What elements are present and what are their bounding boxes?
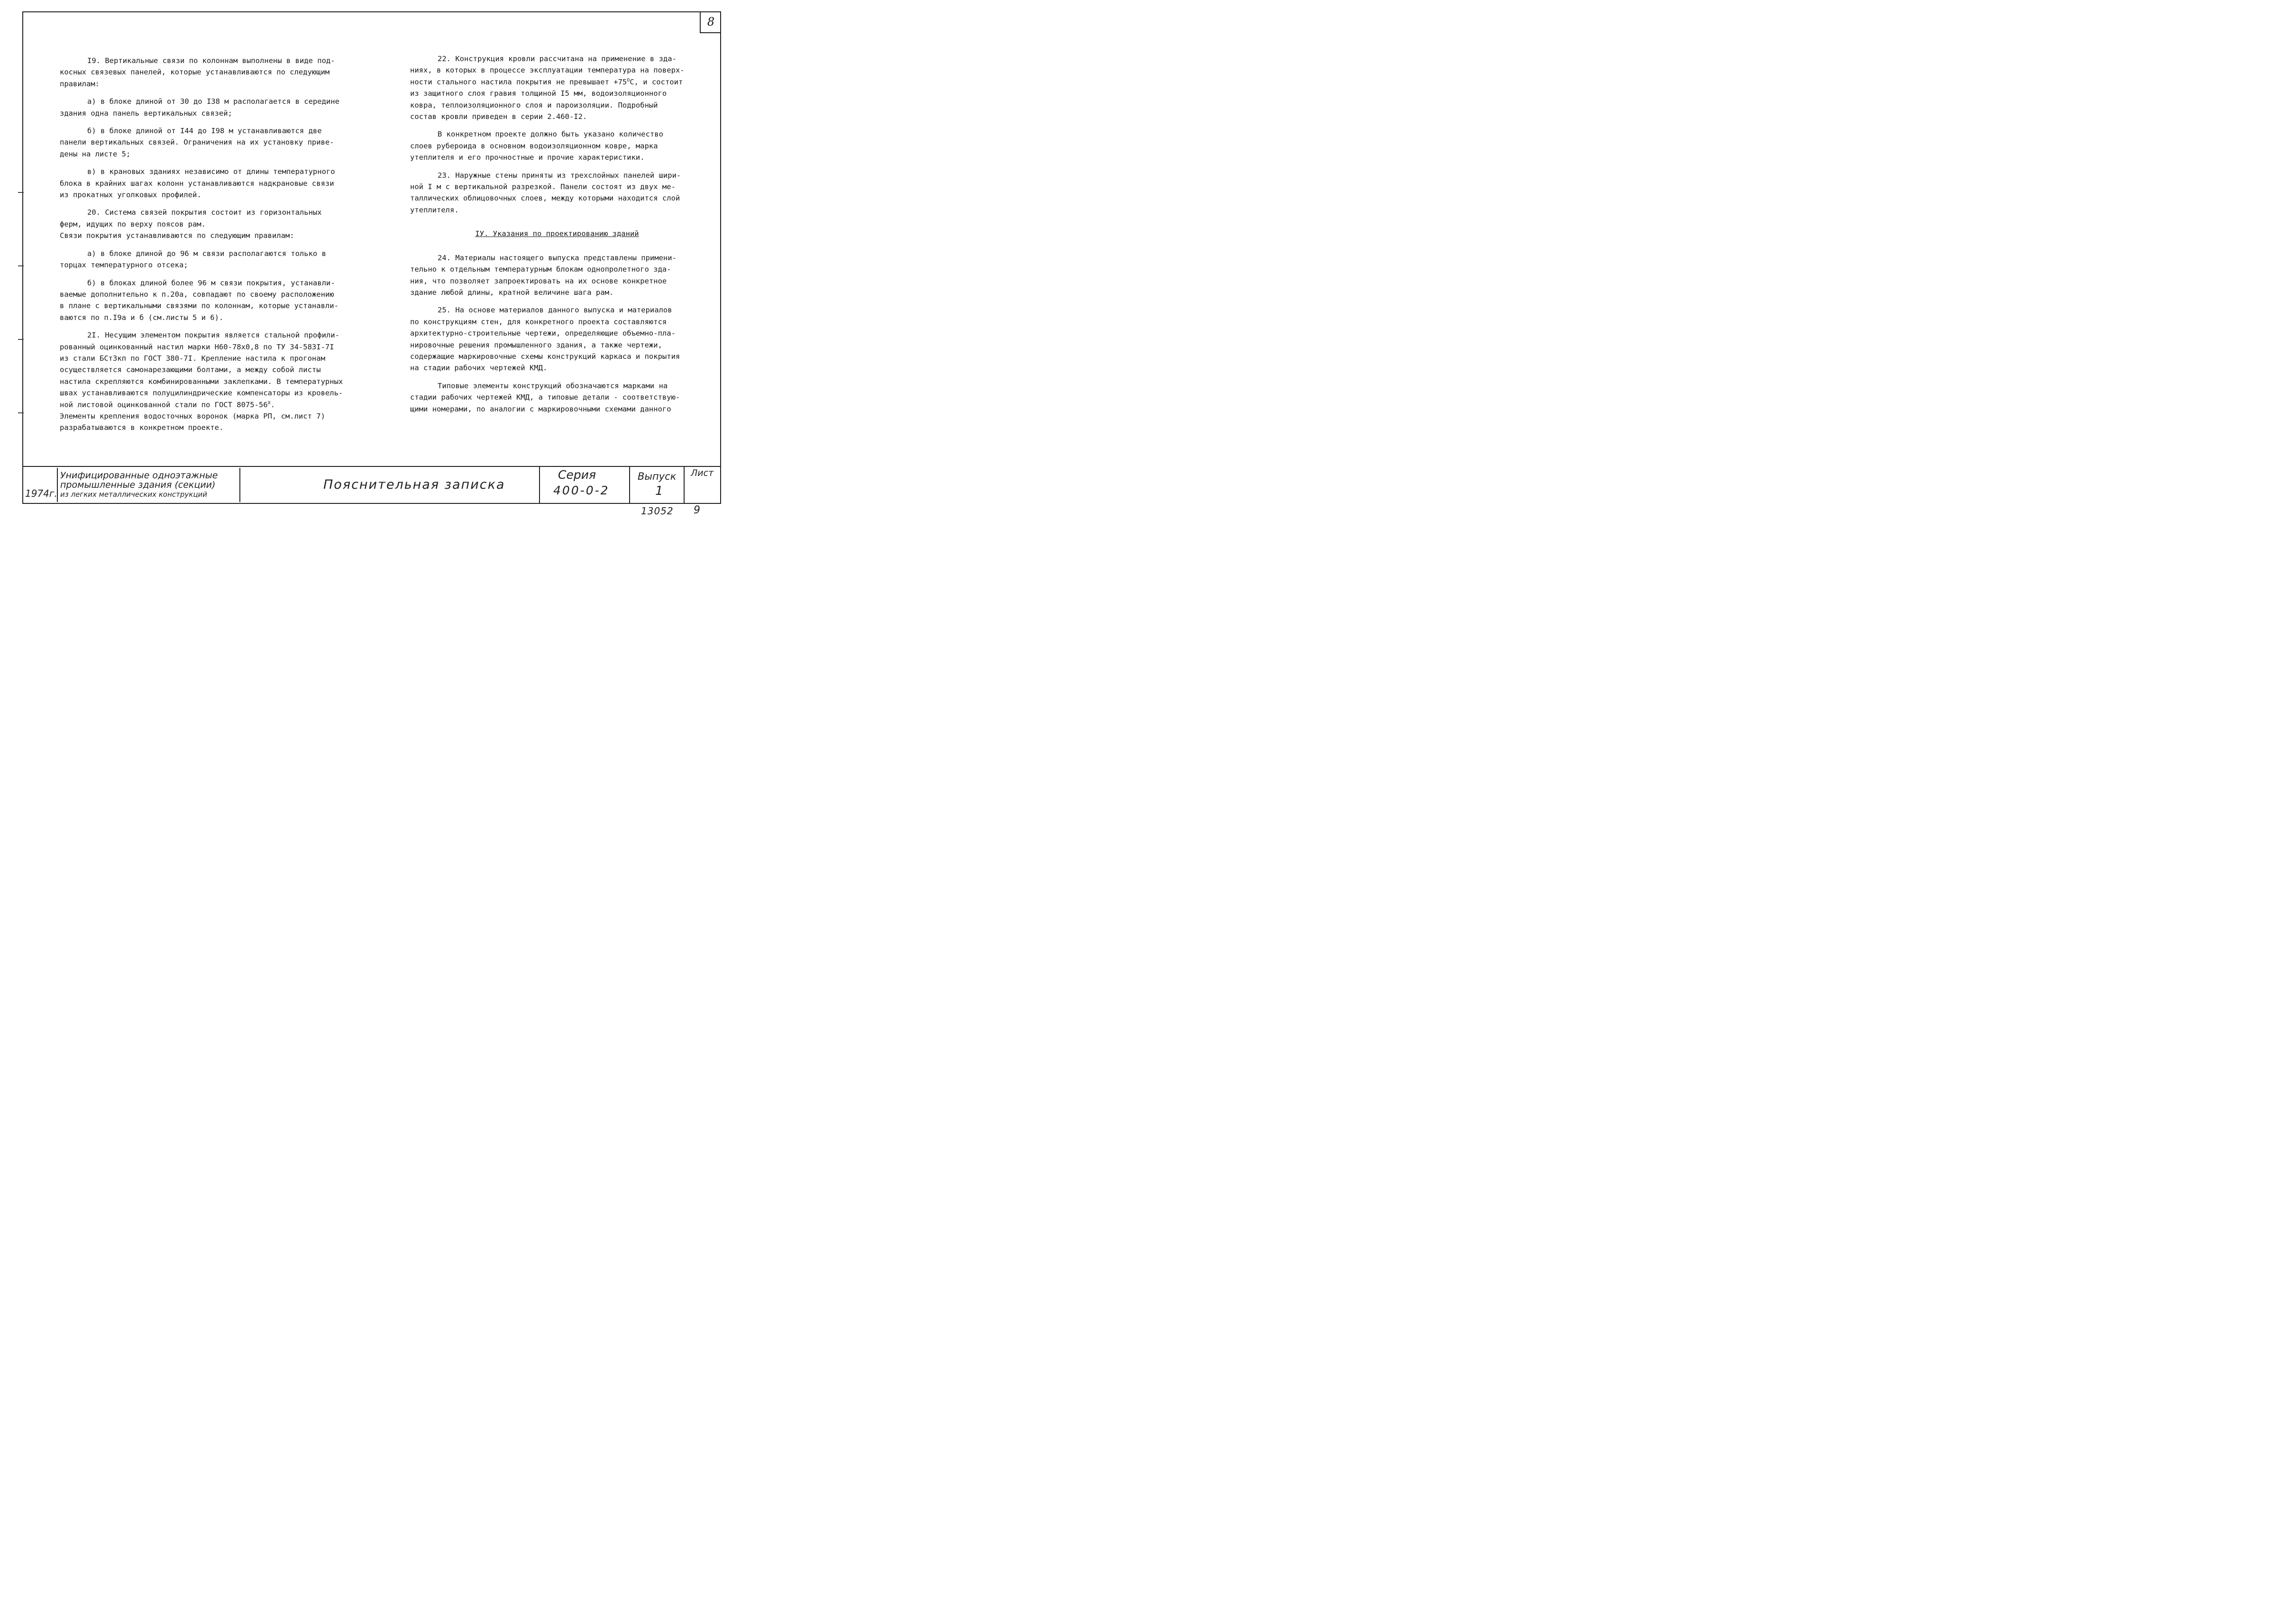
line-text: 24. Материалы настоящего выпуска представлены примени- <box>438 253 677 262</box>
text-line <box>60 78 373 90</box>
line-text: ковра, теплоизоляционного слоя и пароизоляции. Подробный <box>410 100 658 109</box>
superscript: О <box>627 77 630 83</box>
line-text: содержащие маркировочные схемы конструкций каркаса и покрытия <box>410 352 680 361</box>
line-text: на стадии рабочих чертежей КМД. <box>410 364 548 373</box>
line-text: Типовые элементы конструкций обозначаются марками на <box>438 381 668 390</box>
text-line <box>60 125 373 137</box>
year: 1974г. <box>25 488 57 499</box>
text-line <box>410 328 704 339</box>
text-line <box>60 230 373 241</box>
margin-tick <box>18 265 24 266</box>
paragraph-spacer <box>60 271 373 277</box>
issue-label: Выпуск <box>638 471 677 482</box>
text-line <box>410 88 704 99</box>
line-text: б) в блоке длиной от I44 до I98 м устанавливаются две <box>87 127 322 136</box>
line-text: из стали БСт3кп по ГОСТ 380-7I. Крепление настила к прогонам <box>60 354 325 363</box>
text-line <box>60 96 373 107</box>
text-line <box>60 148 373 160</box>
line-text: тельно к отдельным температурным блокам однопролетного зда- <box>410 265 671 274</box>
paragraph-spacer <box>410 240 704 246</box>
line-text: Связи покрытия устанавливаются по следующим правилам: <box>60 231 294 240</box>
text-line <box>410 76 704 88</box>
series-title <box>60 471 218 499</box>
text-line <box>60 422 373 433</box>
section-heading <box>410 228 704 239</box>
line-text: настила скрепляются комбинированными заклепками. В температурных <box>60 377 343 386</box>
text-line <box>410 380 704 392</box>
text-line <box>60 376 373 387</box>
text-line <box>60 55 373 66</box>
margin-tick <box>18 192 24 193</box>
series-title-line: Унифицированные одноэтажные <box>60 470 218 481</box>
text-line <box>60 207 373 218</box>
paragraph-spacer <box>60 160 373 166</box>
paragraph-spacer <box>60 90 373 96</box>
line-text: ниях, в которых в процессе эксплуатации температура на поверх- <box>410 66 685 75</box>
line-text: а) в блоке длиной до 96 м связи располагаются только в <box>87 249 326 258</box>
text-line <box>410 128 704 140</box>
line-text: в) в крановых зданиях независимо от длины температурного <box>87 167 335 176</box>
text-line <box>60 353 373 364</box>
line-text: дены на листе 5; <box>60 149 131 158</box>
line-text: ваются по п.I9а и б (см.листы 5 и 6). <box>60 313 224 322</box>
line-text: ной I м с вертикальной разрезкой. Панели состоят из двух ме- <box>410 182 676 192</box>
text-line <box>410 362 704 374</box>
title-block <box>22 466 721 504</box>
text-line <box>410 181 704 192</box>
sheet-number: 8 <box>707 15 715 28</box>
text-line <box>410 392 704 403</box>
paragraph-spacer <box>60 242 373 248</box>
text-line <box>410 152 704 163</box>
line-text: ваемые дополнительно к п.20а, совпадают по своему расположению <box>60 290 334 299</box>
text-line <box>410 403 704 415</box>
text-line <box>60 411 373 422</box>
paragraph-spacer <box>60 323 373 329</box>
line-text: ния, что позволяет запроектировать на их основе конкретное <box>410 276 667 285</box>
paragraph-spacer <box>410 246 704 252</box>
line-text: стадии рабочих чертежей КМД, а типовые детали - соответствую- <box>410 393 680 402</box>
line-text: здание любой длины, кратной величине шага рам. <box>410 288 614 297</box>
text-line <box>60 248 373 259</box>
line-text: из прокатных уголковых профилей. <box>60 191 201 200</box>
line-text: таллических облицовочных слоев, между которыми находится слой <box>410 194 680 203</box>
text-line <box>60 312 373 323</box>
line-tail: . <box>270 400 275 409</box>
line-text: 22. Конструкция кровли рассчитана на применение в зда- <box>438 55 677 63</box>
line-text: утеплителя. <box>410 205 459 214</box>
text-line <box>410 140 704 152</box>
text-line <box>60 166 373 177</box>
line-text: ферм, идущих по верху поясов рам. <box>60 219 206 228</box>
text-line <box>410 111 704 122</box>
line-text: архитектурно-строительные чертежи, определяющие объемно-пла- <box>410 329 676 338</box>
line-text: по конструкциям стен, для конкретного проекта составляются <box>410 317 667 326</box>
line-text: 23. Наружные стены приняты из трехслойных панелей шири- <box>438 171 681 180</box>
text-line <box>60 66 373 78</box>
sheet-number-box <box>700 11 721 33</box>
line-text: нировочные решения промышленного здания, а также чертежи, <box>410 340 662 349</box>
paragraph-spacer <box>410 298 704 304</box>
text-line <box>60 329 373 341</box>
page-number: 9 <box>694 504 700 516</box>
text-line <box>410 252 704 264</box>
line-tail: С, и состоит <box>630 77 683 86</box>
text-line <box>410 64 704 76</box>
text-line <box>60 300 373 311</box>
line-text: состав кровли приведен в серии 2.460-I2. <box>410 112 587 121</box>
line-text: утеплителя и его прочностные и прочие характеристики. <box>410 153 645 162</box>
superscript: Х <box>267 400 271 406</box>
line-text: рованный оцинкованный настил марки Н60-78х0,8 по ТУ 34-583I-7I <box>60 342 334 351</box>
text-line <box>410 100 704 111</box>
paragraph-spacer <box>60 119 373 125</box>
line-text: осуществляется самонарезающими болтами, а между собой листы <box>60 365 321 374</box>
paragraph-spacer <box>410 222 704 228</box>
text-line <box>410 304 704 316</box>
line-text: панели вертикальных связей. Ограничения на их установку приве- <box>60 138 334 147</box>
line-text: торцах температурного отсека; <box>60 261 188 270</box>
paragraph-spacer <box>410 216 704 222</box>
margin-tick <box>18 412 24 413</box>
sheet-label: Лист <box>691 468 714 478</box>
line-text: щими номерами, по аналогии с маркировочными схемами данного <box>410 404 671 413</box>
line-text: Элементы крепления водосточных воронок (марка РП, см.лист 7) <box>60 411 325 420</box>
text-line <box>410 275 704 287</box>
text-line <box>410 287 704 298</box>
line-text: В конкретном проекте должно быть указано количество <box>438 130 663 139</box>
text-line <box>60 137 373 148</box>
text-line <box>410 316 704 328</box>
text-line <box>60 108 373 119</box>
line-text: IУ. Указания по проектированию зданий <box>475 229 639 238</box>
line-text: в плане с вертикальными связями по колоннам, которые устанавли- <box>60 301 338 310</box>
line-text: б) в блоках длиной более 96 м связи покрытия, устанавли- <box>87 278 335 287</box>
left-text-column <box>60 55 373 434</box>
issue-value: 1 <box>655 484 663 498</box>
text-line <box>410 339 704 351</box>
paragraph-spacer <box>410 122 704 128</box>
text-line <box>410 264 704 275</box>
line-text: из защитного слоя гравия толщиной I5 мм, водоизоляционного <box>410 89 667 98</box>
line-text: блока в крайних шагах колонн устанавливаются надкрановые связи <box>60 179 334 188</box>
line-text: 20. Система связей покрытия состоит из горизонтальных <box>87 208 322 217</box>
text-line <box>60 341 373 353</box>
line-text: ности стального настила покрытия не превышает +75 <box>410 77 627 86</box>
text-line <box>410 192 704 204</box>
text-line <box>410 53 704 64</box>
text-line <box>410 170 704 181</box>
line-text: а) в блоке длиной от 30 до I38 м располагается в середине <box>87 97 339 106</box>
right-text-column <box>410 53 704 415</box>
series-value: 400-0-2 <box>553 484 610 497</box>
text-line <box>60 364 373 375</box>
line-text: 25. На основе материалов данного выпуска и материалов <box>438 306 672 315</box>
line-text: I9. Вертикальные связи по колоннам выполнены в виде под- <box>87 56 335 65</box>
text-line <box>410 351 704 362</box>
line-text: здания одна панель вертикальных связей; <box>60 109 232 118</box>
line-text: швах устанавливаются полуцилиндрические компенсаторы из кровель- <box>60 389 343 398</box>
text-line <box>60 399 373 411</box>
archive-number: 13052 <box>641 505 674 517</box>
line-text: 2I. Несущим элементом покрытия является стальной профили- <box>87 331 339 340</box>
text-line <box>60 289 373 300</box>
line-text: слоев рубероида в основном водоизоляционном ковре, марка <box>410 141 658 150</box>
text-line <box>60 259 373 271</box>
text-line <box>60 219 373 230</box>
text-line <box>410 204 704 216</box>
series-title-line: из легких металлических конструкций <box>60 490 208 499</box>
series-title-line: промышленные здания (секции) <box>60 480 216 490</box>
line-text: косных связевых панелей, которые устанавливаются по следующим <box>60 68 330 77</box>
line-text: ной листовой оцинкованной стали по ГОСТ 8075-56 <box>60 400 268 409</box>
line-text: правилам: <box>60 79 100 88</box>
paragraph-spacer <box>410 374 704 380</box>
paragraph-spacer <box>410 164 704 170</box>
margin-tick <box>18 339 24 340</box>
paragraph-spacer <box>60 201 373 207</box>
document-name: Пояснительная записка <box>323 477 505 492</box>
series-label: Серия <box>558 468 596 482</box>
text-line <box>60 178 373 189</box>
line-text: разрабатываются в конкретном проекте. <box>60 423 224 432</box>
text-line <box>60 189 373 201</box>
text-line <box>60 277 373 289</box>
text-line <box>60 387 373 399</box>
